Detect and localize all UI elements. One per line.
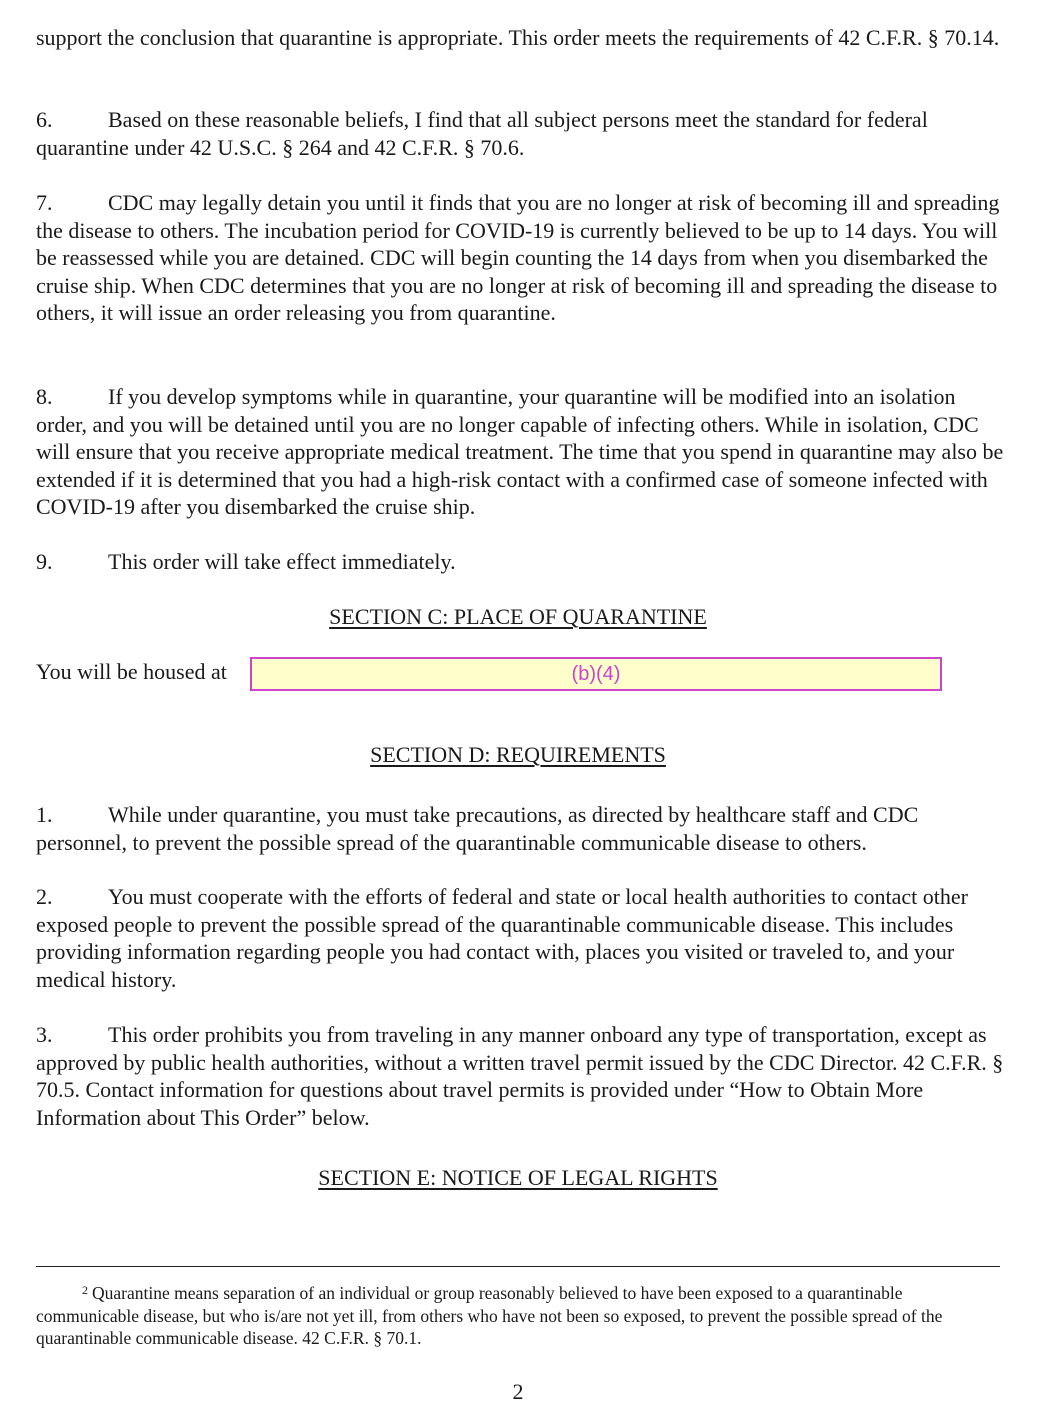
paragraph-7 bbox=[36, 189, 1006, 327]
footnote-divider bbox=[36, 1266, 1000, 1267]
paragraph-text: CDC may legally detain you until it finds that you are no longer at risk of becoming ill and spreading the disease to others. The incubation period for COVID-19 is currently believed to be up to 14 days. You will be reassessed while you are detained. CDC will begin counting the 14 days from when you disembarked the cruise ship. When CDC determines that you are no longer at risk of becoming ill and spreading the disease to others, it will issue an order releasing you from quarantine. bbox=[36, 190, 1000, 325]
section-heading-text: SECTION E: NOTICE OF LEGAL RIGHTS bbox=[318, 1165, 718, 1190]
footnote-text: Quarantine means separation of an individual or group reasonably believed to have been exposed to a quarantinable communicable disease, but who is/are not yet ill, from others who have not been so exposed, to prevent the possible spread of the quarantinable communicable disease. 42 C.F.R. § 70.1. bbox=[36, 1283, 943, 1348]
section-heading-text: SECTION D: REQUIREMENTS bbox=[370, 742, 666, 767]
page-number: 2 bbox=[512, 1379, 524, 1404]
housed-at-label: You will be housed at bbox=[36, 659, 227, 684]
paragraph-continuation bbox=[36, 24, 1006, 52]
paragraph-number: 3. bbox=[36, 1022, 53, 1047]
requirement-3 bbox=[36, 1021, 1006, 1131]
paragraph-text: This order will take effect immediately. bbox=[108, 549, 456, 574]
paragraph-6 bbox=[36, 106, 1006, 161]
section-e-heading bbox=[0, 1164, 1036, 1191]
paragraph-number: 9. bbox=[36, 549, 53, 574]
requirement-1 bbox=[36, 801, 1006, 856]
paragraph-9 bbox=[36, 548, 1006, 576]
paragraph-number: 7. bbox=[36, 190, 53, 215]
paragraph-text: If you develop symptoms while in quarantine, your quarantine will be modified into an isolation order, and you will be detained until you are no longer capable of infecting others. While in isolation, CDC will ensure that you receive appropriate medical treatment. The time that you spend in quarantine may also be extended if it is determined that you had a high-risk contact with a confirmed case of someone infected with COVID-19 after you disembarked the cruise ship. bbox=[36, 384, 1004, 519]
paragraph-number: 1. bbox=[36, 802, 53, 827]
section-heading-text: SECTION C: PLACE OF QUARANTINE bbox=[329, 604, 707, 629]
redaction-box: (b)(4) bbox=[250, 657, 942, 691]
paragraph-text: While under quarantine, you must take precautions, as directed by healthcare staff and CDC personnel, to prevent the possible spread of the quarantinable communicable disease to others. bbox=[36, 802, 919, 855]
paragraph-text: You must cooperate with the efforts of federal and state or local health authorities to contact other exposed people to prevent the possible spread of the quarantinable communicable disease. This includes providing information regarding people you had contact with, places you visited or traveled to, and your medical history. bbox=[36, 884, 968, 992]
footnote-marker: 2 bbox=[82, 1283, 88, 1297]
paragraph-text: Based on these reasonable beliefs, I find that all subject persons meet the standard for federal quarantine under 42 U.S.C. § 264 and 42 C.F.R. § 70.6. bbox=[36, 107, 928, 160]
paragraph-8 bbox=[36, 383, 1006, 521]
paragraph-number: 6. bbox=[36, 107, 53, 132]
paragraph-text: support the conclusion that quarantine is appropriate. This order meets the requirements of 42 C.F.R. § 70.14. bbox=[36, 25, 1000, 50]
section-c-heading bbox=[0, 603, 1036, 630]
requirement-2 bbox=[36, 883, 1006, 993]
paragraph-text: This order prohibits you from traveling in any manner onboard any type of transportation, except as approved by public health authorities, without a written travel permit issued by the CDC Director. 42 C.F.R. § 70.5. Contact information for questions about travel permits is provided under “How to Obtain More Information about This Order” below. bbox=[36, 1022, 1004, 1130]
paragraph-number: 8. bbox=[36, 384, 53, 409]
paragraph-number: 2. bbox=[36, 884, 53, 909]
section-d-heading bbox=[0, 741, 1036, 768]
footnote bbox=[36, 1279, 1004, 1350]
